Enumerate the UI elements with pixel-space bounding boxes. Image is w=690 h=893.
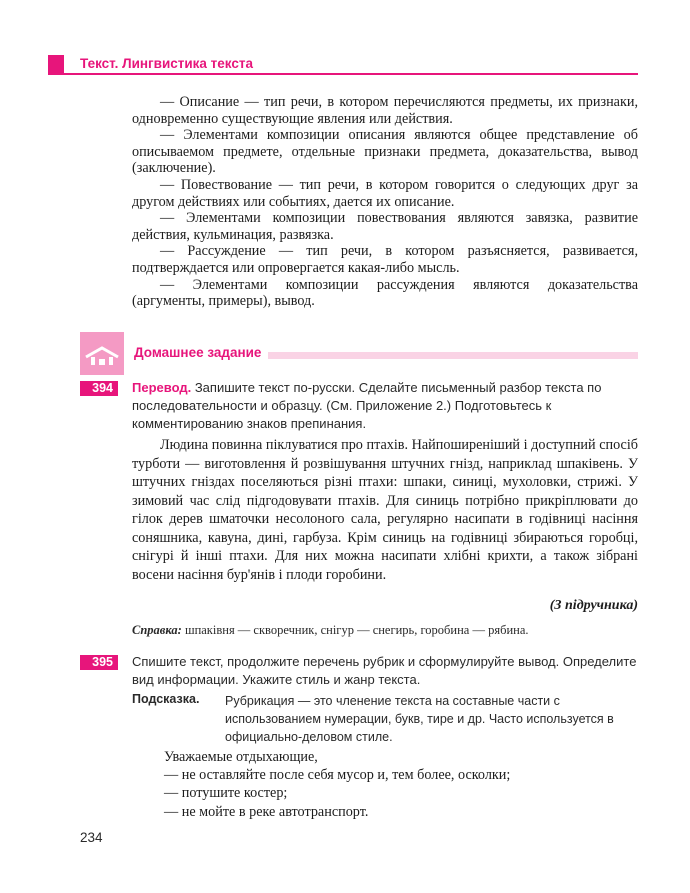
hint-text: Рубрикация — это членение текста на составные части с использованием нумерации, букв, тире и др. Часто используется в официально-деловом стиле. [225, 694, 614, 744]
notice-text [164, 748, 634, 821]
page-number: 234 [80, 830, 103, 845]
notice-line: — не мойте в реке автотранспорт. [164, 803, 369, 820]
notice-line: Уважаемые отдыхающие, [164, 749, 318, 765]
hint-label: Подсказка. [132, 692, 200, 706]
homework-title: Домашнее задание [134, 345, 262, 360]
exercise-number-394: 394 [80, 381, 118, 396]
header-rule [48, 73, 638, 75]
definitions-block [132, 94, 638, 310]
exercise-394-text-block [132, 436, 638, 584]
paragraph-description: — Описание — тип речи, в котором перечисляются предметы, их признаки, одновременно существующие явления или действия. [132, 94, 638, 127]
exercise-number-395: 395 [80, 655, 118, 670]
notice-line: — не оставляйте после себя мусор и, тем более, осколки; [164, 767, 511, 784]
chapter-title: Текст. Лингвистика текста [80, 56, 254, 71]
notice-line: — потушите костер; [164, 785, 288, 802]
header-marker [48, 55, 64, 73]
paragraph-narration-composition: — Элементами композиции повествования являются завязка, развитие действия, кульминация, развязка. [132, 210, 638, 243]
paragraph-reasoning-composition: — Элементами композиции рассуждения являются доказательства (аргументы, примеры), вывод. [132, 276, 638, 310]
source-citation: (З підручника) [549, 598, 638, 613]
vocabulary-note-label: Справка: [132, 623, 182, 637]
house-icon [80, 332, 124, 375]
vocabulary-note [132, 622, 638, 638]
ukrainian-text: Людина повинна піклуватися про птахів. Найпоширеніший і доступний спосіб турботи — виготовлення й розвішування штучних гнізд, наприклад шпаківень. У штучних гніздах поселяються різні птахи: шпаки, синиці, мухоловки, стрижі. У зимовий час слід підгодовувати птахів. Для синиць потрібно прикріплювати до гілок дерев шматочки несолоного сала, регулярно насипати в годівниці насіння соняшника, кавуна, дині, гарбуза. Крім синиць на годівниці збираються горобці, снігурі й інші птахи. Для них можна насипати хлібні крихти, а також зібрані восени насіння бур'янів і плоди горобини. [132, 437, 638, 583]
paragraph-narration: — Повествование — тип речи, в котором говорится о следующих друг за другом действиях или событиях, дается их описание. [132, 176, 638, 210]
exercise-394-lead: Перевод. [132, 380, 192, 395]
exercise-395-task: Спишите текст, продолжите перечень рубрик и сформулируйте вывод. Определите вид информации. Укажите стиль и жанр текста. [132, 654, 637, 687]
paragraph-reasoning: — Рассуждение — тип речи, в котором разъясняется, развивается, подтверждается или опровергается какая-либо мысль. [132, 243, 638, 276]
homework-title-bar [268, 352, 638, 359]
exercise-394-task [132, 379, 638, 433]
exercise-394-text: Запишите текст по-русски. Сделайте письменный разбор текста по последовательности и образцу. (См. Приложение 2.) Подготовьтесь к комментированию знаков препинания. [132, 380, 602, 431]
vocabulary-note-text: шпаківня — скворечник, снігур — снегирь, горобина — рябина. [184, 623, 529, 637]
paragraph-description-composition: — Элементами композиции описания являются общее представление об описываемом предмете, отдельные признаки предмета, доказательства, вывод (заключение). [132, 127, 638, 177]
